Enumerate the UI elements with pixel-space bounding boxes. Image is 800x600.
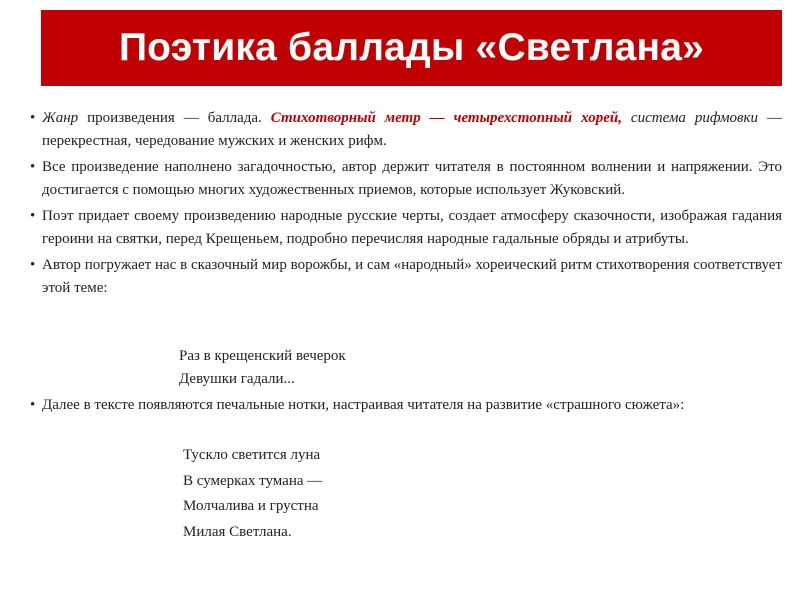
genre-text: произведения — баллада. bbox=[78, 110, 271, 126]
genre-label: Жанр bbox=[42, 110, 79, 126]
verse-quote-2 bbox=[183, 443, 322, 545]
spacer bbox=[622, 110, 631, 126]
bullet-text: Далее в тексте появляются печальные нотки, настраивая читателя на развитие «страшного сюжета»: bbox=[42, 397, 685, 413]
verse-line: Раз в крещенский вечерок bbox=[179, 348, 346, 364]
bullet-text: Все произведение наполнено загадочностью, автор держит читателя в постоянном волнении и напряжении. Это достигается с помощью многих художественных приемов, которые использует Жуковский. bbox=[42, 159, 782, 198]
bullet-icon: • bbox=[30, 208, 36, 224]
bullet-text: Поэт придает своему произведению народные русские черты, создает атмосферу сказочности, изображая гадания героини на святки, перед Крещеньем, подробно перечисляя народные гадальные обряды и атрибуты. bbox=[42, 208, 782, 247]
bullet-genre bbox=[30, 107, 782, 153]
slide-title: Поэтика баллады «Светлана» bbox=[118, 26, 705, 69]
verse-line: Тускло светится луна bbox=[183, 447, 321, 463]
verse-quote-1 bbox=[179, 345, 346, 391]
verse-line: Молчалива и грустна bbox=[183, 498, 319, 514]
bullet-icon: • bbox=[30, 110, 36, 126]
verse-line: Девушки гадали... bbox=[179, 371, 295, 387]
verse-line: Милая Светлана. bbox=[183, 523, 292, 540]
rhyme-label: система рифмовки bbox=[630, 110, 759, 126]
bullet-sad-notes bbox=[30, 394, 794, 417]
bullet-icon: • bbox=[30, 159, 36, 175]
meter-label: Стихотворный метр — четырехстопный хорей, bbox=[270, 110, 622, 126]
bullet-icon: • bbox=[30, 257, 36, 273]
content-area bbox=[30, 107, 782, 303]
rhyme-text: — перекрестная, чередование мужских и женских рифм. bbox=[42, 110, 783, 149]
bullet-icon: • bbox=[30, 397, 36, 413]
title-banner bbox=[41, 10, 782, 86]
bullet-folk bbox=[30, 205, 782, 251]
bullet-text: Автор погружает нас в сказочный мир ворожбы, и сам «народный» хореический ритм стихотворения соответствует этой теме: bbox=[42, 257, 782, 296]
verse-line: В сумерках тумана — bbox=[183, 472, 323, 489]
bullet-mystery bbox=[30, 156, 782, 202]
bullet-rhythm bbox=[30, 254, 782, 300]
